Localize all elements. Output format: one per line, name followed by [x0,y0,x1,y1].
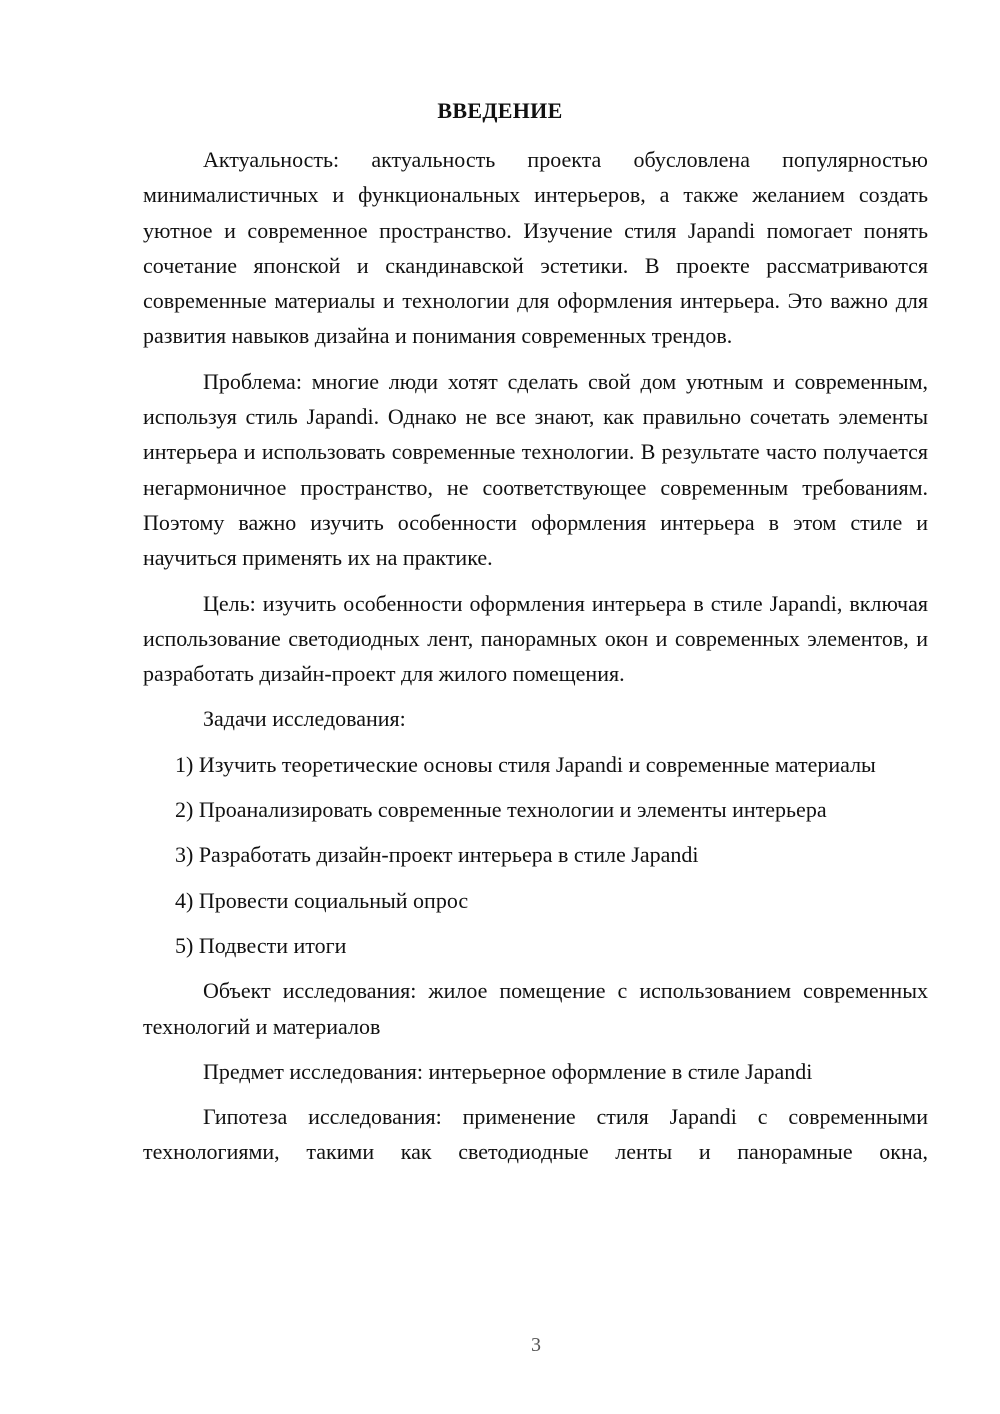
task-item: 2) Проанализировать современные технологии и элементы интерьера [175,797,827,823]
task-item: 3) Разработать дизайн-проект интерьера в стиле Japandi [175,842,699,868]
document-body [143,142,928,1170]
section-heading: ВВЕДЕНИЕ [437,98,563,123]
paragraph-relevance: Актуальность: актуальность проекта обусловлена популярностью минималистичных и функциональных интерьеров, а также желанием создать уютное и современное пространство. Изучение стиля Japandi помогает понять сочетание японской и скандинавской эстетики. В проекте рассматриваются современные материалы и технологии для оформления интерьера. Это важно для развития навыков дизайна и понимания современных трендов. [143,147,928,349]
page-number: 3 [531,1334,541,1356]
paragraph-goal: Цель: изучить особенности оформления интерьера в стиле Japandi, включая использование светодиодных лент, панорамных окон и современных элементов, и разработать дизайн-проект для жилого помещения. [143,590,928,687]
paragraph-subject: Предмет исследования: интерьерное оформление в стиле Japandi [203,1058,813,1084]
tasks-title: Задачи исследования: [203,706,406,732]
task-item: 4) Провести социальный опрос [175,887,469,913]
paragraph-problem: Проблема: многие люди хотят сделать свой дом уютным и современным, используя стиль Japandi. Однако не все знают, как правильно сочетать элементы интерьера и использовать современные технологии. В результате часто получается негармоничное пространство, не соответствующее современным требованиям. Поэтому важно изучить особенности оформления интерьера в этом стиле и научиться применять их на практике. [143,368,928,571]
task-item: 5) Подвести итоги [175,932,347,958]
paragraph-object: Объект исследования: жилое помещение с использованием современных технологий и материалов [143,978,928,1039]
task-item: 1) Изучить теоретические основы стиля Japandi и современные материалы [175,751,876,777]
paragraph-hypothesis: Гипотеза исследования: применение стиля Japandi с современными технологиями, такими как светодиодные ленты и панорамные окна, [143,1104,928,1165]
